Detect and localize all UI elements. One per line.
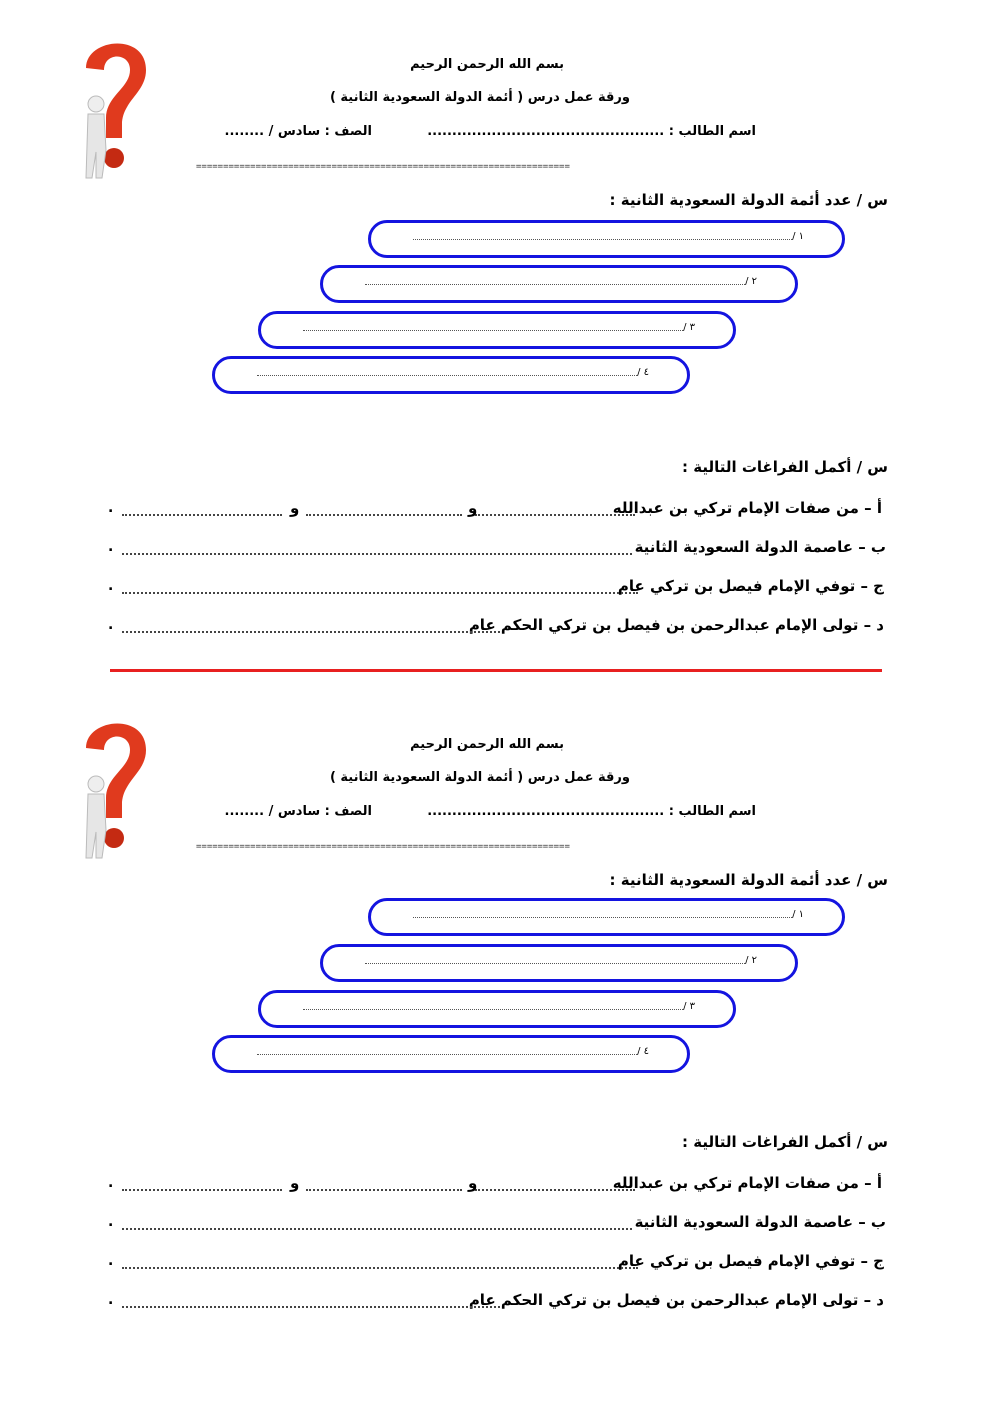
- separator: =====================================================================: [196, 842, 570, 852]
- item-a-blank-2[interactable]: [306, 1189, 462, 1191]
- item-a-and-1: و: [468, 499, 478, 517]
- item-b-blank[interactable]: [122, 1228, 632, 1230]
- question-1: س / عدد أئمة الدولة السعودية الثانية :: [609, 871, 888, 889]
- answer-line: [365, 963, 745, 964]
- item-b-blank[interactable]: [122, 553, 632, 555]
- cut-divider: [110, 669, 882, 672]
- item-b-end: .: [108, 1214, 114, 1230]
- worksheet-2: [0, 680, 992, 1360]
- answer-line: [257, 375, 637, 376]
- item-b-end: .: [108, 539, 114, 555]
- item-a-and-2: و: [290, 1174, 300, 1192]
- item-a-blank-3[interactable]: [122, 1189, 282, 1191]
- answer-box-4[interactable]: [212, 356, 690, 394]
- answer-line: [413, 239, 792, 240]
- answer-number: ٢ /: [745, 276, 757, 287]
- answer-line: [257, 1054, 637, 1055]
- answer-box-1[interactable]: [368, 220, 845, 258]
- worksheet-1: [0, 0, 992, 680]
- student-name-field[interactable]: اسم الطالب : ................................................: [427, 804, 756, 819]
- item-a-end: .: [108, 1175, 114, 1191]
- worksheet-title: ورقة عمل درس ( أئمة الدولة السعودية الثانية ): [329, 90, 630, 105]
- question-2: س / أكمل الفراغات التالية :: [682, 1133, 888, 1151]
- item-a-label: أ – من صفات الإمام تركي بن عبدالله: [612, 1174, 882, 1192]
- item-a-blank-2[interactable]: [306, 514, 462, 516]
- basmala: بسم الله الرحمن الرحيم: [410, 57, 564, 72]
- answer-number: ٤ /: [637, 1046, 649, 1057]
- item-d-end: .: [108, 1292, 114, 1308]
- item-a-blank-1[interactable]: [475, 1189, 635, 1191]
- answer-line: [303, 1009, 683, 1010]
- answer-number: ٢ /: [745, 955, 757, 966]
- item-b-label: ب – عاصمة الدولة السعودية الثانية: [634, 1213, 886, 1231]
- item-b-label: ب – عاصمة الدولة السعودية الثانية: [634, 538, 886, 556]
- answer-line: [303, 330, 683, 331]
- answer-number: ٤ /: [637, 367, 649, 378]
- item-c-blank[interactable]: [122, 592, 638, 594]
- answer-box-3[interactable]: [258, 311, 736, 349]
- item-d-blank[interactable]: [122, 1306, 500, 1308]
- answer-box-4[interactable]: [212, 1035, 690, 1073]
- question-mark-figure-icon: [74, 710, 154, 860]
- question-1: س / عدد أئمة الدولة السعودية الثانية :: [609, 191, 888, 209]
- separator: =====================================================================: [196, 162, 570, 172]
- item-d-label: د – تولى الإمام عبدالرحمن بن فيصل بن تركي الحكم عام: [468, 1291, 884, 1309]
- item-c-blank[interactable]: [122, 1267, 638, 1269]
- basmala: بسم الله الرحمن الرحيم: [410, 737, 564, 752]
- student-name-field[interactable]: اسم الطالب : ................................................: [427, 124, 756, 139]
- item-a-end: .: [108, 500, 114, 516]
- answer-number: ١ /: [792, 231, 804, 242]
- answer-box-3[interactable]: [258, 990, 736, 1028]
- answer-box-2[interactable]: [320, 265, 798, 303]
- worksheet-title: ورقة عمل درس ( أئمة الدولة السعودية الثانية ): [329, 770, 630, 785]
- item-a-blank-1[interactable]: [475, 514, 635, 516]
- answer-line: [365, 284, 745, 285]
- answer-line: [413, 917, 792, 918]
- answer-number: ٣ /: [683, 1001, 695, 1012]
- answer-number: ١ /: [792, 909, 804, 920]
- item-c-end: .: [108, 578, 114, 594]
- question-mark-figure-icon: [74, 30, 154, 180]
- item-c-label: ج – توفي الإمام فيصل بن تركي عام: [617, 1252, 884, 1270]
- class-field[interactable]: الصف : سادس / ........: [224, 804, 372, 819]
- item-a-label: أ – من صفات الإمام تركي بن عبدالله: [612, 499, 882, 517]
- answer-number: ٣ /: [683, 322, 695, 333]
- item-d-blank[interactable]: [122, 631, 500, 633]
- answer-box-2[interactable]: [320, 944, 798, 982]
- answer-box-1[interactable]: [368, 898, 845, 936]
- item-d-end: .: [108, 617, 114, 633]
- item-c-end: .: [108, 1253, 114, 1269]
- item-d-label: د – تولى الإمام عبدالرحمن بن فيصل بن تركي الحكم عام: [468, 616, 884, 634]
- item-a-and-2: و: [290, 499, 300, 517]
- item-a-and-1: و: [468, 1174, 478, 1192]
- item-c-label: ج – توفي الإمام فيصل بن تركي عام: [617, 577, 884, 595]
- class-field[interactable]: الصف : سادس / ........: [224, 124, 372, 139]
- question-2: س / أكمل الفراغات التالية :: [682, 458, 888, 476]
- item-a-blank-3[interactable]: [122, 514, 282, 516]
